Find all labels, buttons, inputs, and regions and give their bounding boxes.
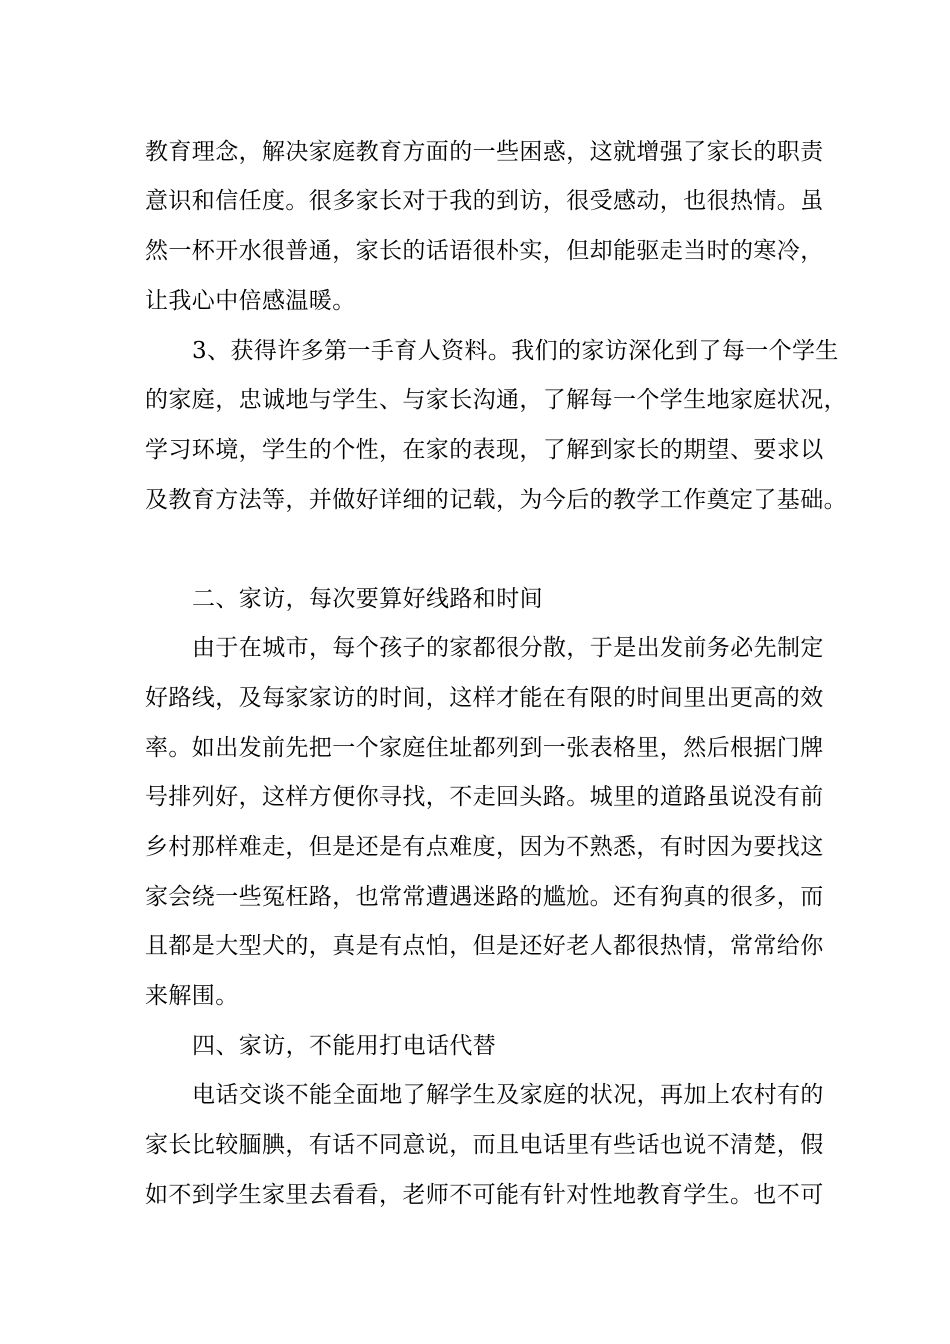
text-line: 且都是大型犬的，真是有点怕，但是还好老人都很热情，常常给你 xyxy=(145,933,824,959)
text-line: 学习环境，学生的个性，在家的表现，了解到家长的期望、要求以 xyxy=(145,437,824,463)
section-heading-4: 四、家访，不能用打电话代替 xyxy=(192,1033,497,1059)
section-heading-2: 二、家访，每次要算好线路和时间 xyxy=(192,586,543,612)
text-line: 乡村那样难走，但是还是有点难度，因为不熟悉，有时因为要找这 xyxy=(145,834,824,860)
text-line: 教育理念，解决家庭教育方面的一些困惑，这就增强了家长的职责 xyxy=(145,139,824,165)
text-line: 然一杯开水很普通，家长的话语很朴实，但却能驱走当时的寒冷， xyxy=(145,238,824,264)
text-line: 让我心中倍感温暖。 xyxy=(145,288,356,314)
text-line: 的家庭，忠诚地与学生、与家长沟通，了解每一个学生地家庭状况， xyxy=(145,387,847,413)
paragraph-route-first-line: 由于在城市，每个孩子的家都很分散，于是出发前务必先制定 xyxy=(192,635,824,661)
text-line: 来解围。 xyxy=(145,983,239,1009)
paragraph-3-first-line: 3、获得许多第一手育人资料。我们的家访深化到了每一个学生 xyxy=(192,338,839,364)
text-line: 家会绕一些冤枉路，也常常遭遇迷路的尴尬。还有狗真的很多，而 xyxy=(145,884,824,910)
text-line: 如不到学生家里去看看，老师不可能有针对性地教育学生。也不可 xyxy=(145,1182,824,1208)
paragraph-phone-first-line: 电话交谈不能全面地了解学生及家庭的状况，再加上农村有的 xyxy=(192,1082,824,1108)
text-line: 号排列好，这样方便你寻找，不走回头路。城里的道路虽说没有前 xyxy=(145,784,824,810)
text-line: 率。如出发前先把一个家庭住址都列到一张表格里，然后根据门牌 xyxy=(145,735,824,761)
text-line: 及教育方法等，并做好详细的记载，为今后的教学工作奠定了基础。 xyxy=(145,487,847,513)
text-line: 家长比较腼腆，有话不同意说，而且电话里有些话也说不清楚，假 xyxy=(145,1132,824,1158)
text-line: 好路线，及每家家访的时间，这样才能在有限的时间里出更高的效 xyxy=(145,685,824,711)
text-line: 意识和信任度。很多家长对于我的到访，很受感动，也很热情。虽 xyxy=(145,188,824,214)
